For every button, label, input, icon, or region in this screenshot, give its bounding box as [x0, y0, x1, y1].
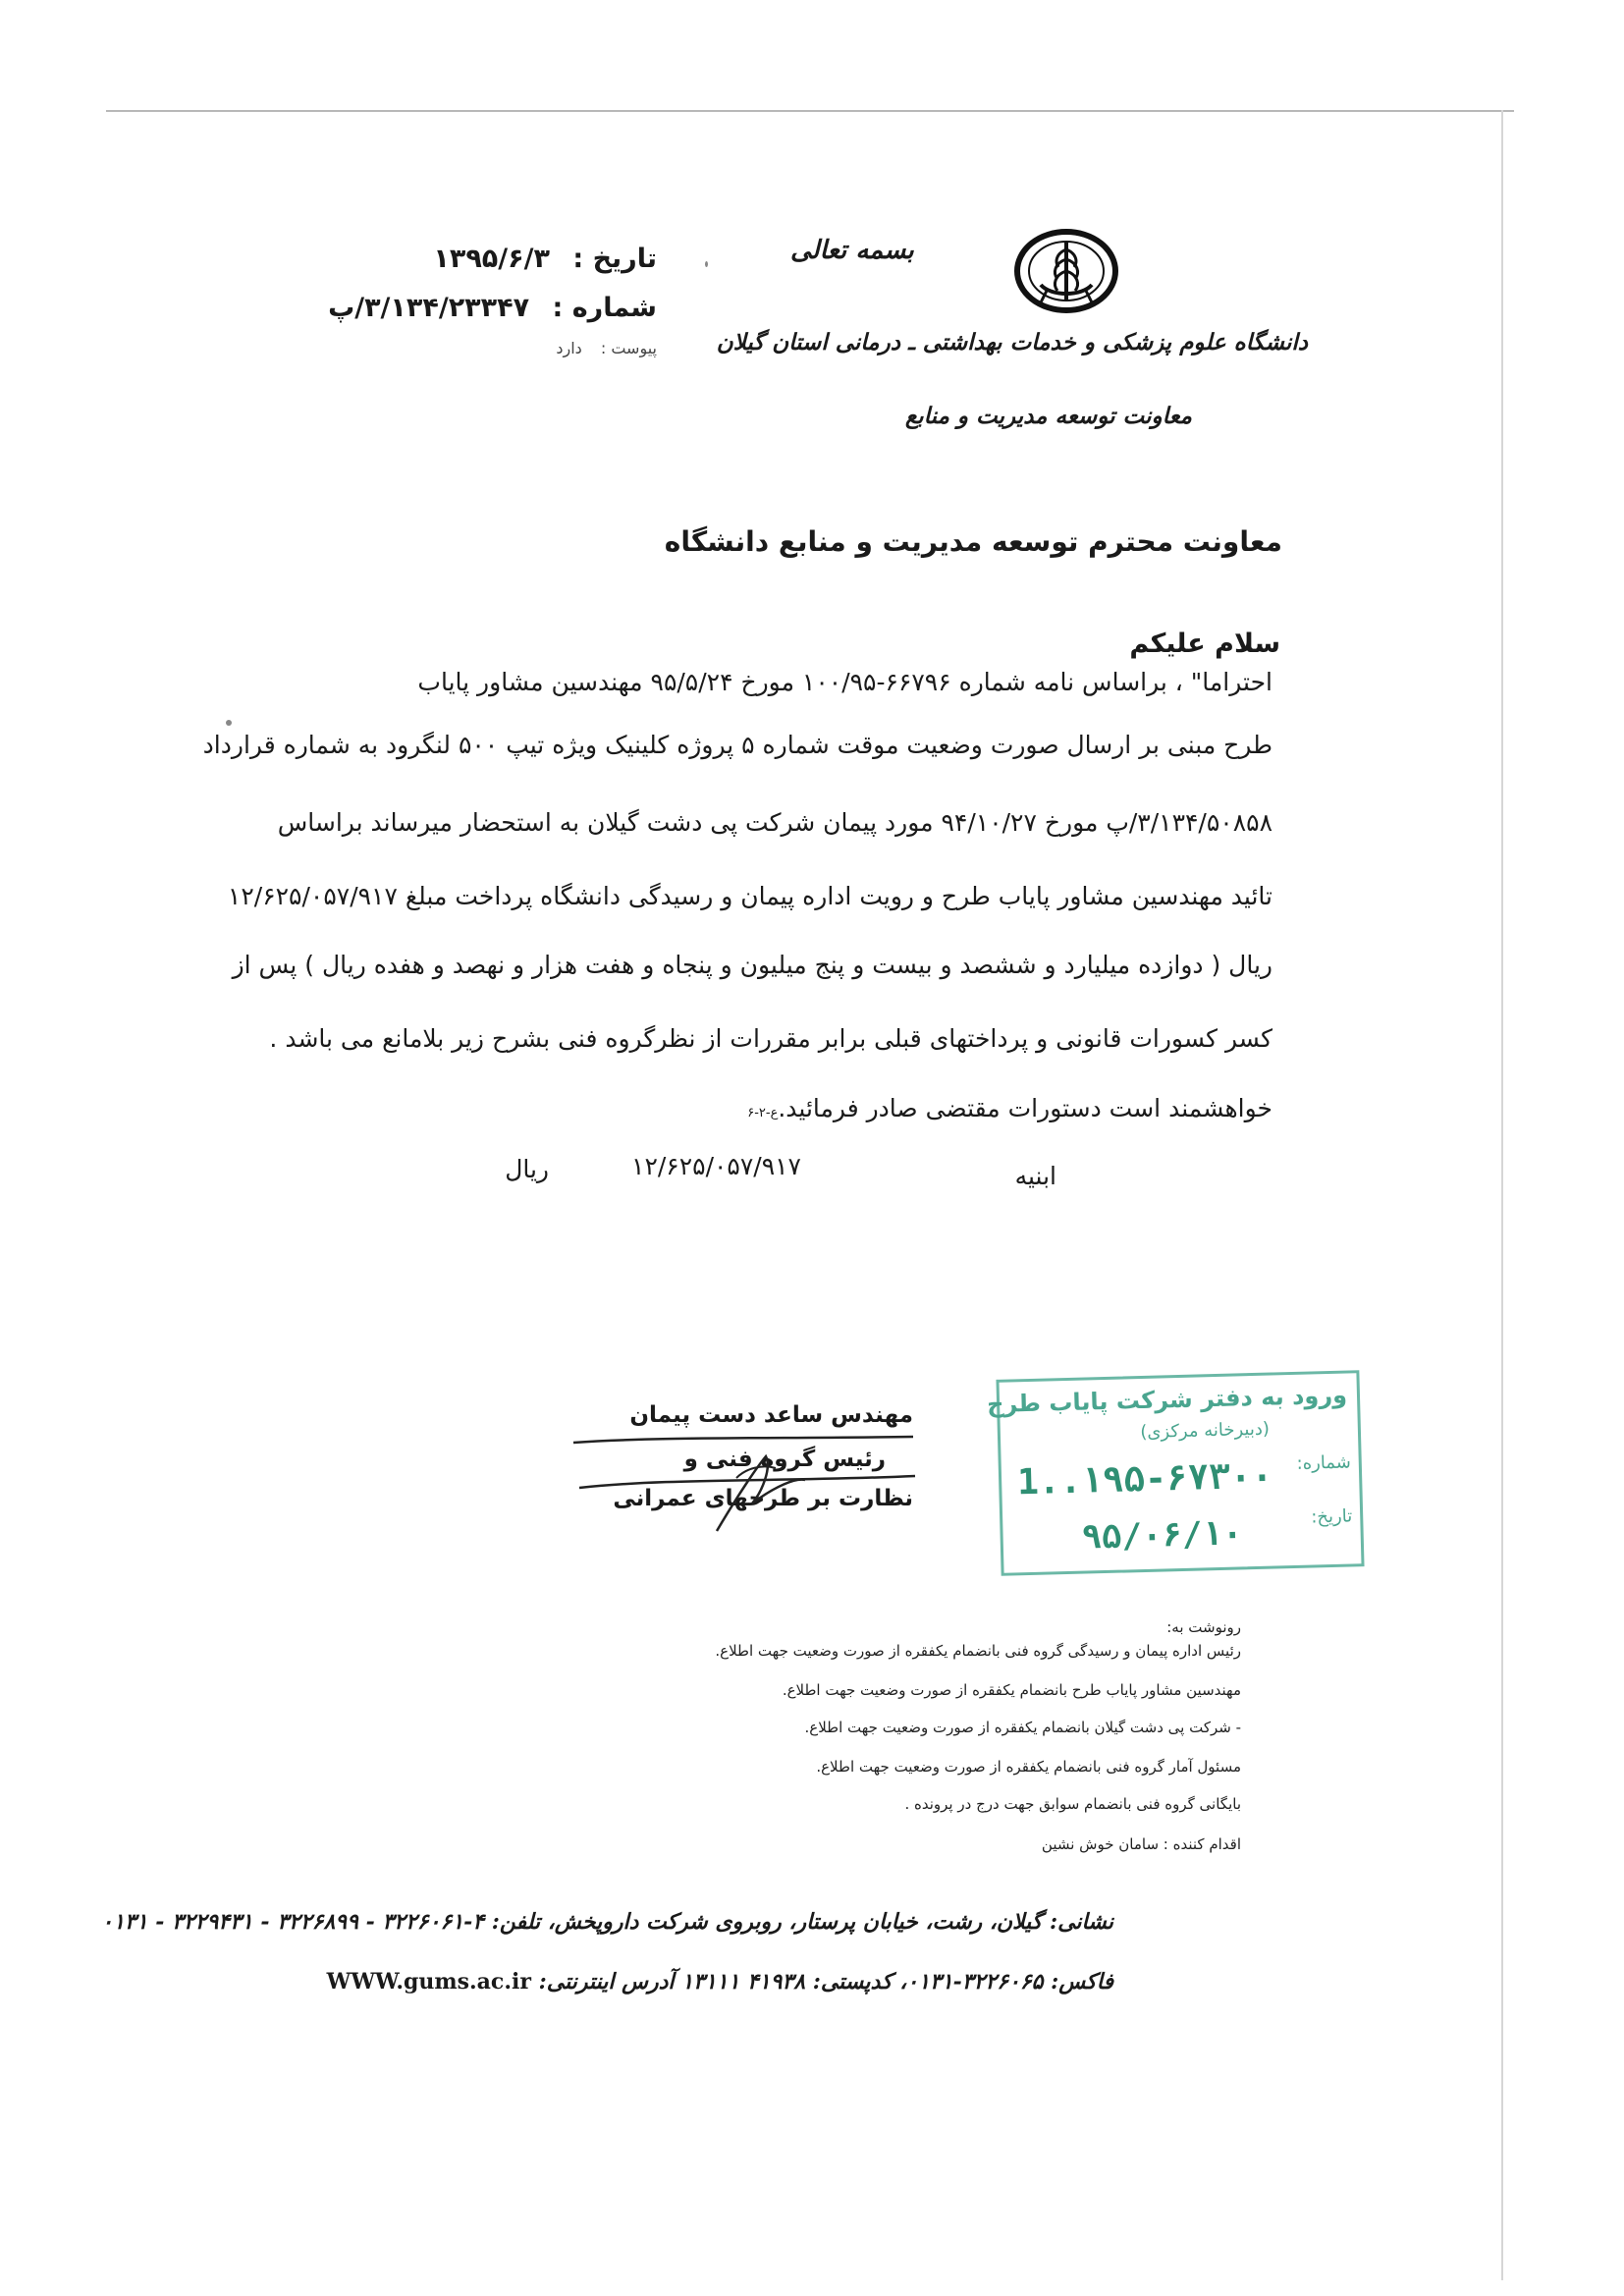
cc-heading: رونوشت به: [1166, 1618, 1241, 1636]
university-logo-icon [1011, 226, 1121, 316]
scan-speck [226, 720, 232, 726]
date-label: تاریخ : [572, 244, 657, 274]
cc-list-item: بایگانی گروه فنی بانضمام سوابق جهت درج در پرونده . [904, 1795, 1241, 1813]
cc-action-officer: اقدام کننده : سامان خوش نشین [1041, 1835, 1241, 1853]
amount-value: ۱۲/۶۲۵/۰۵۷/۹۱۷ [631, 1152, 801, 1180]
besmellah-text: بسمه تعالی [790, 236, 914, 265]
right-divider [1501, 110, 1503, 2280]
stamp-title: ورود به دفتر شرکت پایاب طرح [986, 1381, 1348, 1419]
stamp-date-label: تاریخ: [1311, 1505, 1353, 1528]
top-divider [106, 110, 1514, 112]
scan-speck [705, 261, 708, 267]
handwritten-signature [569, 1429, 923, 1537]
date-value: ۱۳۹۵/۶/۳ [433, 244, 550, 274]
signatory-title-line1: رئیس گروه فنی و [683, 1447, 886, 1472]
cc-list-item: رئیس اداره پیمان و رسیدگی گروه فنی بانضمام یکفقره از صورت وضعیت جهت اطلاع. [715, 1642, 1241, 1660]
handwritten-reference: ع-۲-۶ [747, 1106, 779, 1121]
stamp-subtitle: (دبیرخانه مرکزی) [1140, 1418, 1271, 1444]
amount-unit: ریال [505, 1155, 549, 1183]
signatory-name: مهندس ساعد دست پیمان [629, 1402, 913, 1428]
body-line: طرح مبنی بر ارسال صورت وضعیت موقت شماره ۵ پروژه کلینیک ویژه تیپ ۵۰۰ لنگرود به شماره قرارداد [202, 731, 1272, 759]
body-line: احتراما" ، براساس نامه شماره ۶۶۷۹۶-۱۰۰/۹۵ مورخ ۹۵/۵/۲۴ مهندسین مشاور پایاب [417, 668, 1272, 696]
date-row [433, 244, 657, 274]
recipient-title: معاونت محترم توسعه مدیریت و منابع دانشگاه [664, 525, 1282, 558]
signatory-title-line2: نظارت بر طرحهای عمرانی [613, 1486, 913, 1511]
footer-address: نشانی: گیلان، رشت، خیابان پرستار، روبروی شرکت داروپخش، تلفن: ۴-۳۲۲۶۰۶۱ - ۳۲۲۶۸۹۹ - ۳۲۲۹۴۳۱ - ۰۱۳۱ [101, 1909, 1113, 1935]
number-value: ۳/۱۳۴/۲۳۳۴۷/پ [328, 293, 530, 323]
number-row [328, 293, 657, 323]
body-line [747, 1094, 1272, 1122]
cc-list-item: مهندسین مشاور پایاب طرح بانضمام یکفقره از صورت وضعیت جهت اطلاع. [782, 1681, 1241, 1699]
stamp-number-value: 1..۱۹۵-۶۷۳۰۰ [1016, 1455, 1273, 1503]
amount-label: ابنیه [1014, 1162, 1056, 1190]
cc-list-item: - شرکت پی دشت گیلان بانضمام یکفقره از صورت وضعیت جهت اطلاع. [804, 1719, 1241, 1736]
stamp-number-label: شماره: [1296, 1451, 1352, 1474]
footer-contact [327, 1969, 1113, 1995]
greeting: سلام علیکم [1129, 629, 1280, 659]
body-line: تائید مهندسین مشاور پایاب طرح و رویت اداره پیمان و رسیدگی دانشگاه پرداخت مبلغ ۱۲/۶۲۵/۰۵۷/۹۱۷ [227, 882, 1272, 910]
attachment-value: دارد [556, 339, 582, 357]
department-name: معاونت توسعه مدیریت و منابع [904, 403, 1192, 429]
footer-fax-postal: فاکس: ۳۲۲۶۰۶۵-۰۱۳۱، کدپستی: ۴۱۹۳۸ ۱۳۱۱۱ آدرس اینترنتی: [538, 1969, 1113, 1995]
attachment-label: پیوست : [600, 339, 657, 357]
closing-request: خواهشمند است دستورات مقتضی صادر فرمائید. [778, 1094, 1272, 1122]
cc-list-item: مسئول آمار گروه فنی بانضمام یکفقره از صورت وضعیت جهت اطلاع. [816, 1758, 1241, 1776]
number-label: شماره : [552, 293, 657, 323]
body-line: کسر کسورات قانونی و پرداختهای قبلی برابر مقررات از نظرگروه فنی بشرح زیر بلامانع می باشد . [269, 1024, 1272, 1053]
footer-website: WWW.gums.ac.ir [326, 1969, 531, 1995]
body-line: ۳/۱۳۴/۵۰۸۵۸/پ مورخ ۹۴/۱۰/۲۷ مورد پیمان شرکت پی دشت گیلان به استحضار میرساند براساس [277, 808, 1272, 837]
body-line: ریال ( دوازده میلیارد و ششصد و بیست و پنج میلیون و پنجاه و هفت هزار و نهصد و هفده ریال ) پس از [232, 951, 1272, 979]
attachment-row [556, 339, 657, 357]
university-name: دانشگاه علوم پزشکی و خدمات بهداشتی ـ درمانی استان گیلان [716, 329, 1308, 355]
incoming-stamp [986, 1370, 1364, 1576]
stamp-date-value: ۹۵/۰۶/۱۰ [1081, 1513, 1243, 1558]
